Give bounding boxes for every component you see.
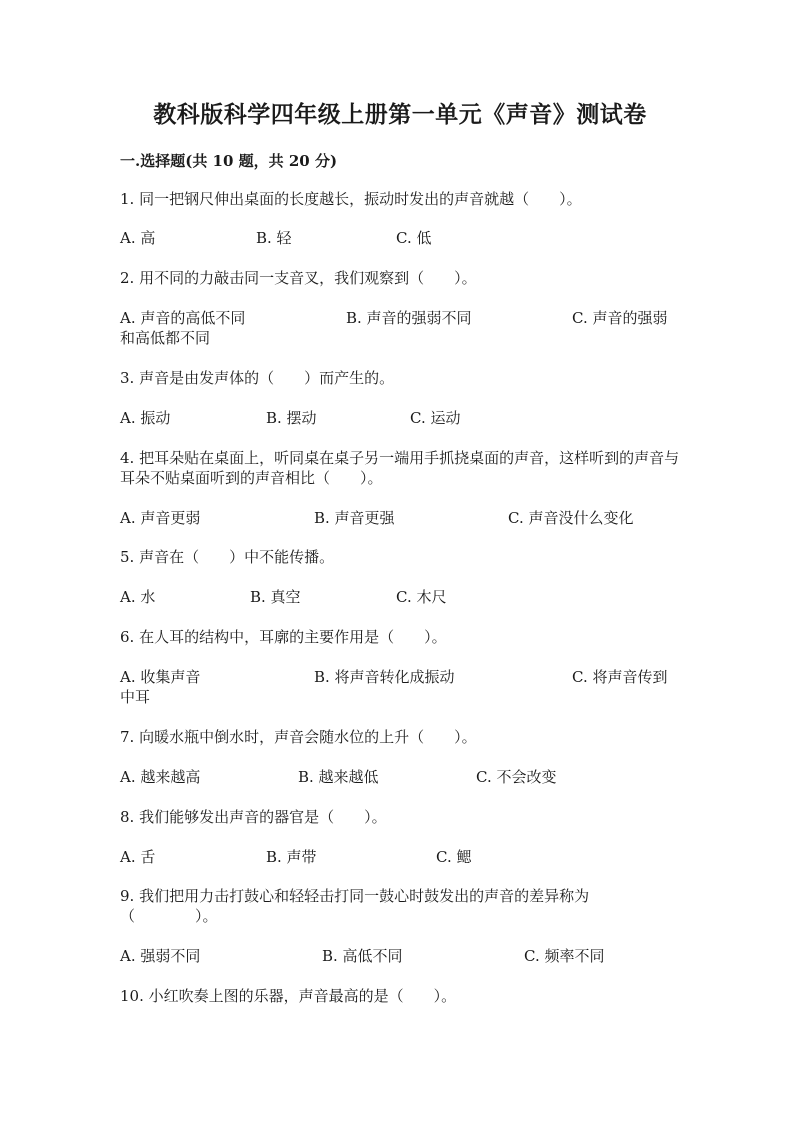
page-title: 教科版科学四年级上册第一单元《声音》测试卷 [153,101,647,128]
question-3-options [120,408,680,428]
option-b[interactable]: B. 声音更强 [314,509,395,527]
question-1-options [120,228,680,248]
option-c-continuation: 和高低都不同 [120,329,211,347]
option-a[interactable]: A. 强弱不同 [120,947,201,965]
question-6-options [120,667,680,687]
option-a[interactable]: A. 声音的高低不同 [120,309,246,327]
question-8: 8. 我们能够发出声音的器官是（ ）。 [120,808,387,826]
option-c[interactable]: C. 不会改变 [476,768,557,786]
option-a[interactable]: A. 高 [120,229,156,247]
option-c[interactable]: C. 低 [396,229,432,247]
option-a[interactable]: A. 越来越高 [120,768,201,786]
option-c[interactable]: C. 鳃 [436,848,472,866]
question-8-options [120,847,680,867]
option-c[interactable]: C. 木尺 [396,588,447,606]
question-7-options [120,767,680,787]
question-5-options [120,587,680,607]
option-c[interactable]: C. 频率不同 [524,947,605,965]
question-1: 1. 同一把钢尺伸出桌面的长度越长，振动时发出的声音就越（ ）。 [120,190,582,208]
question-3: 3. 声音是由发声体的（ ）而产生的。 [120,369,395,387]
question-6: 6. 在人耳的结构中，耳廓的主要作用是（ ）。 [120,628,447,646]
option-b[interactable]: B. 轻 [256,229,292,247]
option-c[interactable]: C. 将声音传到 [572,668,668,686]
question-2-options [120,308,680,328]
option-c-continuation: 中耳 [120,688,151,706]
question-2: 2. 用不同的力敲击同一支音叉，我们观察到（ ）。 [120,269,477,287]
question-4: 4. 把耳朵贴在桌面上，听同桌在桌子另一端用手抓挠桌面的声音，这样听到的声音与耳朵不贴桌面听到的声音相比（ ）。 [120,449,680,487]
question-9: 9. 我们把用力击打鼓心和轻轻击打同一鼓心时鼓发出的声音的差异称为（ ）。 [120,887,590,925]
option-a[interactable]: A. 舌 [120,848,156,866]
option-b[interactable]: B. 将声音转化成振动 [314,668,455,686]
option-a[interactable]: A. 振动 [120,409,171,427]
option-a[interactable]: A. 收集声音 [120,668,201,686]
option-c[interactable]: C. 运动 [410,409,461,427]
question-7: 7. 向暖水瓶中倒水时，声音会随水位的上升（ ）。 [120,728,477,746]
section-heading: 一.选择题(共 10 题，共 20 分) [120,152,338,170]
option-b[interactable]: B. 真空 [250,588,301,606]
question-9-options [120,946,680,966]
option-b[interactable]: B. 摆动 [266,409,317,427]
option-b[interactable]: B. 声带 [266,848,317,866]
question-5: 5. 声音在（ ）中不能传播。 [120,548,335,566]
option-b[interactable]: B. 声音的强弱不同 [346,309,472,327]
option-a[interactable]: A. 水 [120,588,156,606]
option-b[interactable]: B. 越来越低 [298,768,379,786]
option-a[interactable]: A. 声音更弱 [120,509,201,527]
option-b[interactable]: B. 高低不同 [322,947,403,965]
question-10: 10. 小红吹奏上图的乐器，声音最高的是（ ）。 [120,987,457,1005]
option-c[interactable]: C. 声音没什么变化 [508,509,634,527]
question-4-options [120,508,680,528]
option-c[interactable]: C. 声音的强弱 [572,309,668,327]
